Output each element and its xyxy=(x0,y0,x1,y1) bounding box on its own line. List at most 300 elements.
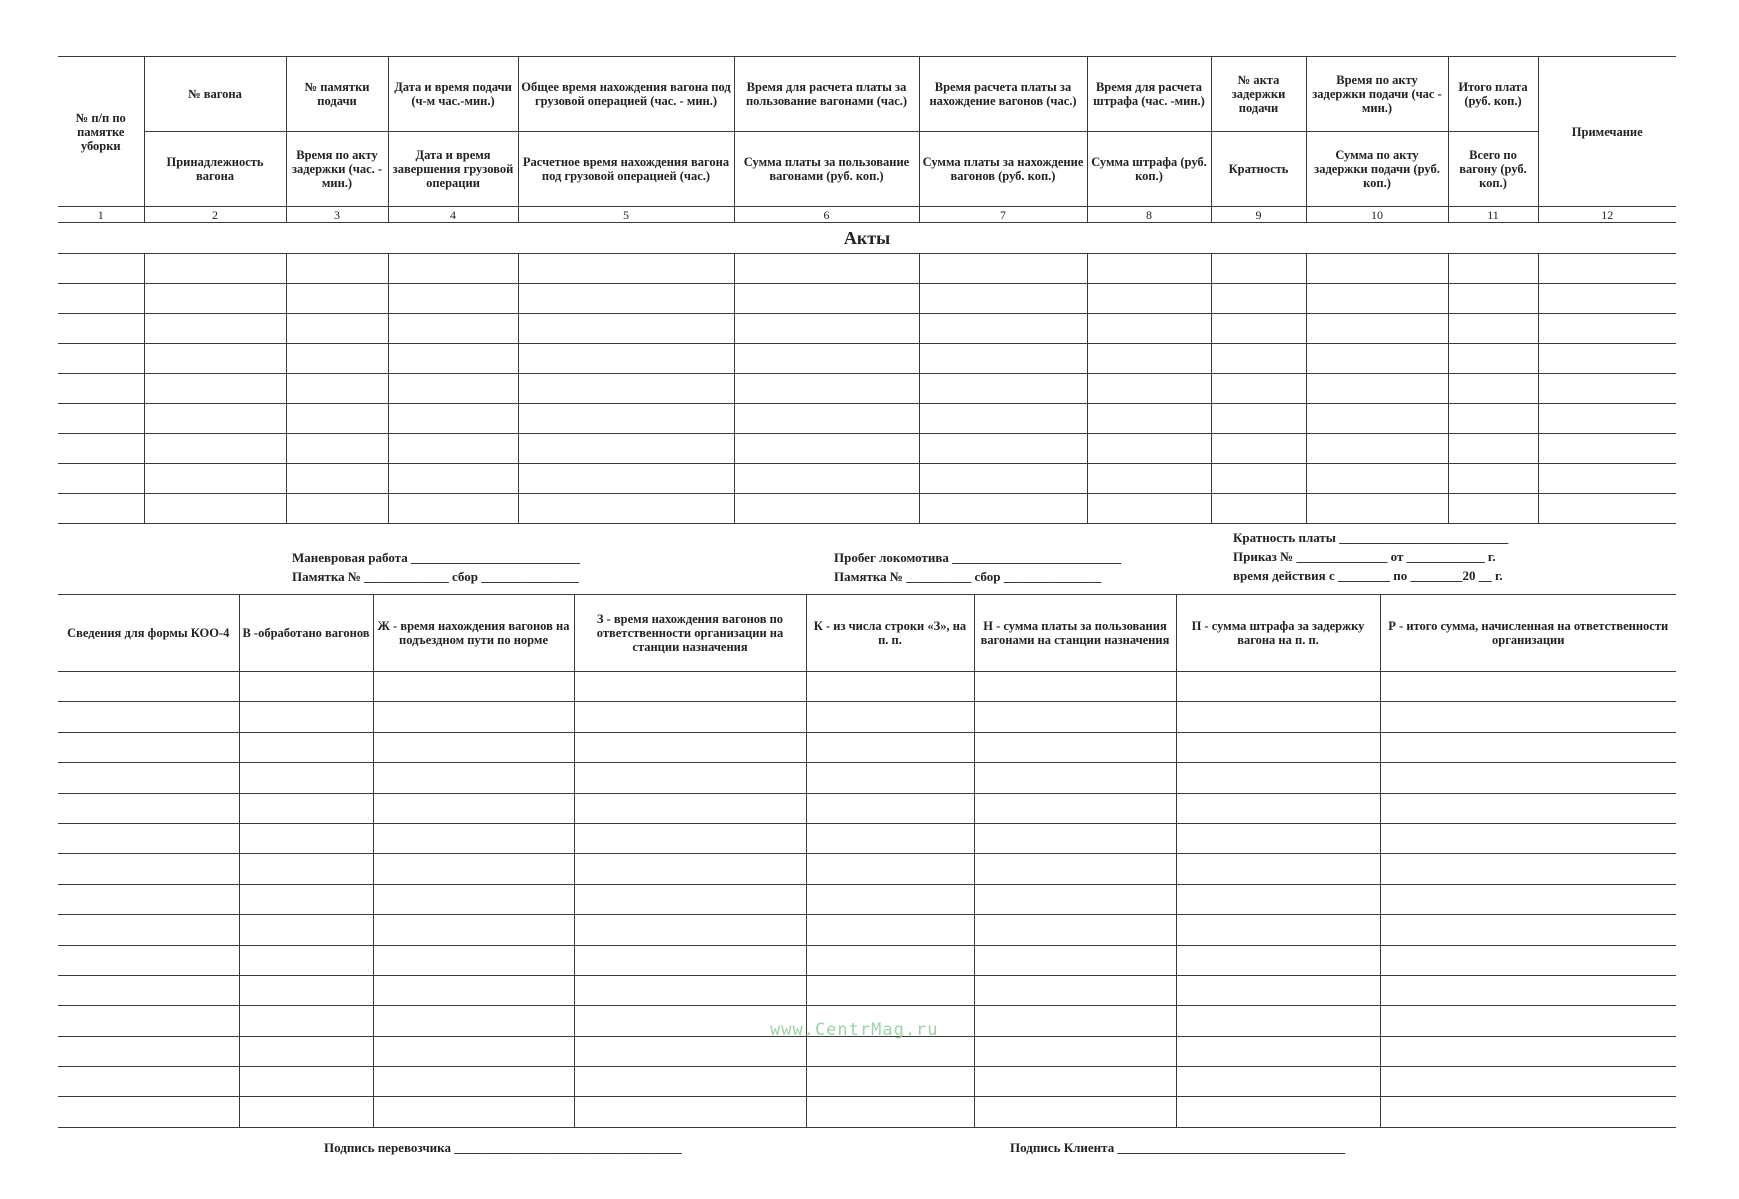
table-cell[interactable] xyxy=(919,464,1087,494)
col-number: 5 xyxy=(518,207,734,223)
table-cell[interactable] xyxy=(1176,702,1380,732)
table-cell[interactable] xyxy=(144,464,286,494)
memo-line-center: Памятка № __________ сбор _______________ xyxy=(834,569,1102,584)
table-cell[interactable] xyxy=(1306,404,1448,434)
table-cell[interactable] xyxy=(574,915,806,945)
col-header-top-10: Время по акту задержки подачи (час - мин.) xyxy=(1306,57,1448,132)
table-cell[interactable] xyxy=(144,344,286,374)
table-cell[interactable] xyxy=(734,374,919,404)
col-number: 11 xyxy=(1448,207,1538,223)
table-cell[interactable] xyxy=(806,945,974,975)
table-cell[interactable] xyxy=(373,945,574,975)
table-cell[interactable] xyxy=(1306,434,1448,464)
col-number: 4 xyxy=(388,207,518,223)
table-cell[interactable] xyxy=(58,464,144,494)
table-cell[interactable] xyxy=(1538,344,1676,374)
col-number: 1 xyxy=(58,207,144,223)
table-cell[interactable] xyxy=(518,314,734,344)
table-row xyxy=(58,404,1676,434)
table-cell[interactable] xyxy=(1087,374,1211,404)
table-cell[interactable] xyxy=(518,494,734,524)
table-cell[interactable] xyxy=(388,344,518,374)
table-cell[interactable] xyxy=(144,314,286,344)
table-cell[interactable] xyxy=(1176,1036,1380,1066)
table-cell[interactable] xyxy=(373,823,574,853)
table-cell[interactable] xyxy=(734,314,919,344)
table-cell[interactable] xyxy=(734,464,919,494)
table-cell[interactable] xyxy=(239,672,373,702)
table-cell[interactable] xyxy=(574,732,806,762)
table-cell[interactable] xyxy=(806,672,974,702)
koo4-header-k: К - из числа строки «З», на п. п. xyxy=(806,595,974,672)
table-cell[interactable] xyxy=(1087,344,1211,374)
col-header-bottom-9: Кратность xyxy=(1211,132,1306,207)
table-cell[interactable] xyxy=(239,1036,373,1066)
table-cell[interactable] xyxy=(574,1067,806,1097)
table-cell[interactable] xyxy=(239,763,373,793)
col-header-bottom-7: Сумма платы за нахождение вагонов (руб. коп.) xyxy=(919,132,1087,207)
table-cell[interactable] xyxy=(239,915,373,945)
table-cell[interactable] xyxy=(58,344,144,374)
table-cell[interactable] xyxy=(806,854,974,884)
table-cell[interactable] xyxy=(1448,254,1538,284)
table-cell[interactable] xyxy=(144,434,286,464)
table-cell[interactable] xyxy=(373,793,574,823)
order-block xyxy=(1233,528,1508,585)
maneuver-block xyxy=(292,548,580,586)
table-cell[interactable] xyxy=(919,344,1087,374)
table-row xyxy=(58,945,1676,975)
table-row xyxy=(58,884,1676,914)
table-cell[interactable] xyxy=(1538,314,1676,344)
table-cell[interactable] xyxy=(1211,494,1306,524)
table-cell[interactable] xyxy=(734,344,919,374)
section-title: Акты xyxy=(58,223,1676,254)
table-cell[interactable] xyxy=(1087,464,1211,494)
table-cell[interactable] xyxy=(734,494,919,524)
table-cell[interactable] xyxy=(1380,854,1676,884)
table-cell[interactable] xyxy=(388,314,518,344)
table-cell[interactable] xyxy=(734,404,919,434)
table-cell[interactable] xyxy=(1176,884,1380,914)
table-cell[interactable] xyxy=(574,975,806,1005)
table-cell[interactable] xyxy=(58,854,239,884)
table-cell[interactable] xyxy=(919,254,1087,284)
table-cell[interactable] xyxy=(1538,434,1676,464)
table-cell[interactable] xyxy=(518,374,734,404)
table-cell[interactable] xyxy=(518,254,734,284)
table-cell[interactable] xyxy=(58,374,144,404)
table-cell[interactable] xyxy=(1306,374,1448,404)
table-cell[interactable] xyxy=(239,945,373,975)
table-cell[interactable] xyxy=(373,854,574,884)
table-cell[interactable] xyxy=(239,732,373,762)
table-cell[interactable] xyxy=(58,945,239,975)
table-cell[interactable] xyxy=(144,404,286,434)
table-cell[interactable] xyxy=(518,404,734,434)
table-cell[interactable] xyxy=(1176,672,1380,702)
table-cell[interactable] xyxy=(1380,884,1676,914)
table-cell[interactable] xyxy=(373,1067,574,1097)
table-cell[interactable] xyxy=(373,915,574,945)
table-cell[interactable] xyxy=(373,763,574,793)
table-cell[interactable] xyxy=(1448,464,1538,494)
table-cell[interactable] xyxy=(974,1006,1176,1036)
table-cell[interactable] xyxy=(286,314,388,344)
table-cell[interactable] xyxy=(58,763,239,793)
client-signature: Подпись Клиента ___________________________________ xyxy=(1010,1139,1345,1155)
table-cell[interactable] xyxy=(286,254,388,284)
table-cell[interactable] xyxy=(388,374,518,404)
table-cell[interactable] xyxy=(1538,254,1676,284)
table-cell[interactable] xyxy=(974,823,1176,853)
table-cell[interactable] xyxy=(1380,1006,1676,1036)
table-cell[interactable] xyxy=(58,732,239,762)
table-cell[interactable] xyxy=(1211,254,1306,284)
signatures xyxy=(58,1128,1676,1168)
table-cell[interactable] xyxy=(734,284,919,314)
table-row xyxy=(58,732,1676,762)
table-row xyxy=(58,672,1676,702)
table-cell[interactable] xyxy=(518,434,734,464)
table-cell[interactable] xyxy=(388,464,518,494)
table-cell[interactable] xyxy=(373,975,574,1005)
table-cell[interactable] xyxy=(974,732,1176,762)
table-cell[interactable] xyxy=(806,823,974,853)
table-cell[interactable] xyxy=(574,945,806,975)
table-cell[interactable] xyxy=(1176,975,1380,1005)
table-cell[interactable] xyxy=(58,1067,239,1097)
col-header-top-9: № акта задержки подачи xyxy=(1211,57,1306,132)
table-cell[interactable] xyxy=(239,975,373,1005)
table-cell[interactable] xyxy=(239,823,373,853)
table-cell[interactable] xyxy=(806,702,974,732)
table-cell[interactable] xyxy=(239,1097,373,1127)
table-cell[interactable] xyxy=(1087,284,1211,314)
table-cell[interactable] xyxy=(58,702,239,732)
table-cell[interactable] xyxy=(286,344,388,374)
table-cell[interactable] xyxy=(919,314,1087,344)
table-cell[interactable] xyxy=(919,404,1087,434)
table-cell[interactable] xyxy=(1448,494,1538,524)
table-cell[interactable] xyxy=(286,464,388,494)
table-cell[interactable] xyxy=(1538,284,1676,314)
table-cell[interactable] xyxy=(388,404,518,434)
col-header-bottom-10: Сумма по акту задержки подачи (руб. коп.) xyxy=(1306,132,1448,207)
table-cell[interactable] xyxy=(574,1036,806,1066)
col-header-bottom-4: Дата и время завершения грузовой операции xyxy=(388,132,518,207)
table-cell[interactable] xyxy=(144,254,286,284)
table-cell[interactable] xyxy=(1087,404,1211,434)
table-cell[interactable] xyxy=(1380,1036,1676,1066)
table-cell[interactable] xyxy=(373,702,574,732)
koo4-header-zh: Ж - время нахождения вагонов на подъездном пути по норме xyxy=(373,595,574,672)
table-cell[interactable] xyxy=(1380,763,1676,793)
table-cell[interactable] xyxy=(1448,434,1538,464)
table-cell[interactable] xyxy=(1380,975,1676,1005)
table-row xyxy=(58,494,1676,524)
table-row xyxy=(58,434,1676,464)
watermark: www.CentrMag.ru xyxy=(770,1020,939,1040)
table-cell[interactable] xyxy=(574,1097,806,1127)
table-cell[interactable] xyxy=(919,284,1087,314)
carrier-signature: Подпись перевозчика ___________________________________ xyxy=(324,1139,682,1155)
locomotive-block xyxy=(834,548,1121,586)
table-cell[interactable] xyxy=(373,732,574,762)
table-cell[interactable] xyxy=(1087,494,1211,524)
table-cell[interactable] xyxy=(574,672,806,702)
table-cell[interactable] xyxy=(974,945,1176,975)
table-cell[interactable] xyxy=(58,823,239,853)
table-cell[interactable] xyxy=(58,1036,239,1066)
table-cell[interactable] xyxy=(1176,823,1380,853)
table-row xyxy=(58,284,1676,314)
table-cell[interactable] xyxy=(734,254,919,284)
table-cell[interactable] xyxy=(1306,254,1448,284)
table-row xyxy=(58,1036,1676,1066)
table-cell[interactable] xyxy=(919,374,1087,404)
table-cell[interactable] xyxy=(518,464,734,494)
col-number: 3 xyxy=(286,207,388,223)
memo-line-left: Памятка № _____________ сбор _______________ xyxy=(292,569,579,584)
acts-table-body xyxy=(58,254,1676,524)
table-cell[interactable] xyxy=(1380,732,1676,762)
table-cell[interactable] xyxy=(286,434,388,464)
table-cell[interactable] xyxy=(58,434,144,464)
table-row xyxy=(58,975,1676,1005)
col-number: 9 xyxy=(1211,207,1306,223)
table-cell[interactable] xyxy=(1380,793,1676,823)
table-cell[interactable] xyxy=(574,763,806,793)
table-cell[interactable] xyxy=(286,374,388,404)
table-cell[interactable] xyxy=(1087,434,1211,464)
table-cell[interactable] xyxy=(58,314,144,344)
table-cell[interactable] xyxy=(286,494,388,524)
table-cell[interactable] xyxy=(1087,254,1211,284)
table-cell[interactable] xyxy=(1306,344,1448,374)
table-cell[interactable] xyxy=(1176,854,1380,884)
table-cell[interactable] xyxy=(239,1006,373,1036)
table-cell[interactable] xyxy=(239,793,373,823)
table-row xyxy=(58,854,1676,884)
table-cell[interactable] xyxy=(1380,1067,1676,1097)
table-cell[interactable] xyxy=(1211,314,1306,344)
table-cell[interactable] xyxy=(974,1097,1176,1127)
table-cell[interactable] xyxy=(1448,374,1538,404)
table-row xyxy=(58,702,1676,732)
col-header-top-11: Итого плата (руб. коп.) xyxy=(1448,57,1538,132)
table-cell[interactable] xyxy=(388,434,518,464)
col-header-bottom-8: Сумма штрафа (руб. коп.) xyxy=(1087,132,1211,207)
col-header-bottom-5: Расчетное время нахождения вагона под грузовой операцией (час.) xyxy=(518,132,734,207)
table-cell[interactable] xyxy=(1176,1067,1380,1097)
table-cell[interactable] xyxy=(58,884,239,914)
table-cell[interactable] xyxy=(1538,374,1676,404)
payment-multiplicity-line: Кратность платы __________________________ xyxy=(1233,530,1509,545)
table-row xyxy=(58,823,1676,853)
table-cell[interactable] xyxy=(1306,464,1448,494)
table-cell[interactable] xyxy=(58,1006,239,1036)
table-cell[interactable] xyxy=(373,1097,574,1127)
table-cell[interactable] xyxy=(1538,404,1676,434)
table-cell[interactable] xyxy=(574,854,806,884)
table-row xyxy=(58,763,1676,793)
table-cell[interactable] xyxy=(806,884,974,914)
table-cell[interactable] xyxy=(806,732,974,762)
locomotive-line: Пробег локомотива __________________________ xyxy=(834,550,1122,565)
table-cell[interactable] xyxy=(806,763,974,793)
table-row xyxy=(58,374,1676,404)
table-cell[interactable] xyxy=(58,254,144,284)
table-cell[interactable] xyxy=(974,915,1176,945)
table-cell[interactable] xyxy=(1448,314,1538,344)
col-header-top-5: Общее время нахождения вагона под грузовой операцией (час. - мин.) xyxy=(518,57,734,132)
koo4-header-v: В -обработано вагонов xyxy=(239,595,373,672)
col-header-bottom-11: Всего по вагону (руб. коп.) xyxy=(1448,132,1538,207)
table-cell[interactable] xyxy=(919,434,1087,464)
table-cell[interactable] xyxy=(1211,434,1306,464)
koo4-table xyxy=(58,594,1676,1128)
table-cell[interactable] xyxy=(974,884,1176,914)
table-row xyxy=(58,344,1676,374)
table-cell[interactable] xyxy=(1176,915,1380,945)
table-cell[interactable] xyxy=(388,284,518,314)
table-cell[interactable] xyxy=(388,254,518,284)
table-cell[interactable] xyxy=(1176,1006,1380,1036)
order-line: Приказ № ______________ от ____________ г. xyxy=(1233,549,1496,564)
table-cell[interactable] xyxy=(239,702,373,732)
table-cell[interactable] xyxy=(239,854,373,884)
table-cell[interactable] xyxy=(574,823,806,853)
koo4-header-z: З - время нахождения вагонов по ответственности организации на станции назначения xyxy=(574,595,806,672)
table-cell[interactable] xyxy=(806,1067,974,1097)
table-cell[interactable] xyxy=(974,1067,1176,1097)
table-cell[interactable] xyxy=(974,1036,1176,1066)
table-row xyxy=(58,1097,1676,1127)
table-cell[interactable] xyxy=(1176,763,1380,793)
table-cell[interactable] xyxy=(1211,284,1306,314)
table-cell[interactable] xyxy=(286,404,388,434)
koo4-header-n: Н - сумма платы за пользования вагонами на станции назначения xyxy=(974,595,1176,672)
table-cell[interactable] xyxy=(1538,494,1676,524)
table-cell[interactable] xyxy=(1306,284,1448,314)
table-cell[interactable] xyxy=(574,884,806,914)
table-cell[interactable] xyxy=(144,494,286,524)
validity-line: время действия с ________ по ________20 __ г. xyxy=(1233,568,1503,583)
col-header-top-4: Дата и время подачи (ч-м час.-мин.) xyxy=(388,57,518,132)
table-cell[interactable] xyxy=(1211,464,1306,494)
table-cell[interactable] xyxy=(518,284,734,314)
table-cell[interactable] xyxy=(1211,404,1306,434)
table-cell[interactable] xyxy=(58,494,144,524)
table-cell[interactable] xyxy=(1448,284,1538,314)
table-cell[interactable] xyxy=(974,854,1176,884)
table-row xyxy=(58,314,1676,344)
table-cell[interactable] xyxy=(806,915,974,945)
table-cell[interactable] xyxy=(373,672,574,702)
table-cell[interactable] xyxy=(1538,464,1676,494)
maneuver-line: Маневровая работа __________________________ xyxy=(292,550,580,565)
table-cell[interactable] xyxy=(373,1036,574,1066)
acts-table xyxy=(58,56,1676,524)
table-cell[interactable] xyxy=(806,793,974,823)
middle-section xyxy=(58,524,1676,594)
table-cell[interactable] xyxy=(388,494,518,524)
table-cell[interactable] xyxy=(1087,314,1211,344)
table-cell[interactable] xyxy=(806,1036,974,1066)
table-cell[interactable] xyxy=(1380,915,1676,945)
table-cell[interactable] xyxy=(734,434,919,464)
table-cell[interactable] xyxy=(58,975,239,1005)
col-header-note: Примечание xyxy=(1538,57,1676,207)
table-cell[interactable] xyxy=(58,672,239,702)
table-cell[interactable] xyxy=(1176,732,1380,762)
table-cell[interactable] xyxy=(574,702,806,732)
table-cell[interactable] xyxy=(58,915,239,945)
table-cell[interactable] xyxy=(1176,1097,1380,1127)
table-row xyxy=(58,793,1676,823)
table-cell[interactable] xyxy=(1306,314,1448,344)
table-cell[interactable] xyxy=(1380,823,1676,853)
table-cell[interactable] xyxy=(974,763,1176,793)
table-cell[interactable] xyxy=(373,1006,574,1036)
koo4-table-body xyxy=(58,672,1676,1128)
table-cell[interactable] xyxy=(974,793,1176,823)
table-cell[interactable] xyxy=(974,672,1176,702)
table-row xyxy=(58,915,1676,945)
table-cell[interactable] xyxy=(1176,793,1380,823)
table-cell[interactable] xyxy=(58,404,144,434)
table-row xyxy=(58,464,1676,494)
col-header-bottom-2: Принадлежность вагона xyxy=(144,132,286,207)
table-cell[interactable] xyxy=(144,374,286,404)
table-cell[interactable] xyxy=(144,284,286,314)
table-cell[interactable] xyxy=(373,884,574,914)
table-cell[interactable] xyxy=(919,494,1087,524)
form-sheet xyxy=(58,56,1676,1168)
col-number: 2 xyxy=(144,207,286,223)
col-number: 7 xyxy=(919,207,1087,223)
col-header-bottom-3: Время по акту задержки (час. - мин.) xyxy=(286,132,388,207)
table-cell[interactable] xyxy=(58,793,239,823)
table-cell[interactable] xyxy=(1380,945,1676,975)
table-cell[interactable] xyxy=(974,975,1176,1005)
table-cell[interactable] xyxy=(1380,672,1676,702)
table-cell[interactable] xyxy=(806,1097,974,1127)
table-cell[interactable] xyxy=(58,1097,239,1127)
table-cell[interactable] xyxy=(239,1067,373,1097)
table-cell[interactable] xyxy=(1448,344,1538,374)
table-row xyxy=(58,1067,1676,1097)
table-cell[interactable] xyxy=(286,284,388,314)
col-number: 6 xyxy=(734,207,919,223)
table-cell[interactable] xyxy=(1306,494,1448,524)
table-cell[interactable] xyxy=(1448,404,1538,434)
table-cell[interactable] xyxy=(574,793,806,823)
table-cell[interactable] xyxy=(1211,344,1306,374)
table-cell[interactable] xyxy=(974,702,1176,732)
table-cell[interactable] xyxy=(1380,1097,1676,1127)
table-cell[interactable] xyxy=(1176,945,1380,975)
table-cell[interactable] xyxy=(1211,374,1306,404)
table-row xyxy=(58,254,1676,284)
table-cell[interactable] xyxy=(518,344,734,374)
table-cell[interactable] xyxy=(806,975,974,1005)
table-cell[interactable] xyxy=(1380,702,1676,732)
col-header-bottom-6: Сумма платы за пользование вагонами (руб. коп.) xyxy=(734,132,919,207)
table-cell[interactable] xyxy=(239,884,373,914)
table-cell[interactable] xyxy=(58,284,144,314)
